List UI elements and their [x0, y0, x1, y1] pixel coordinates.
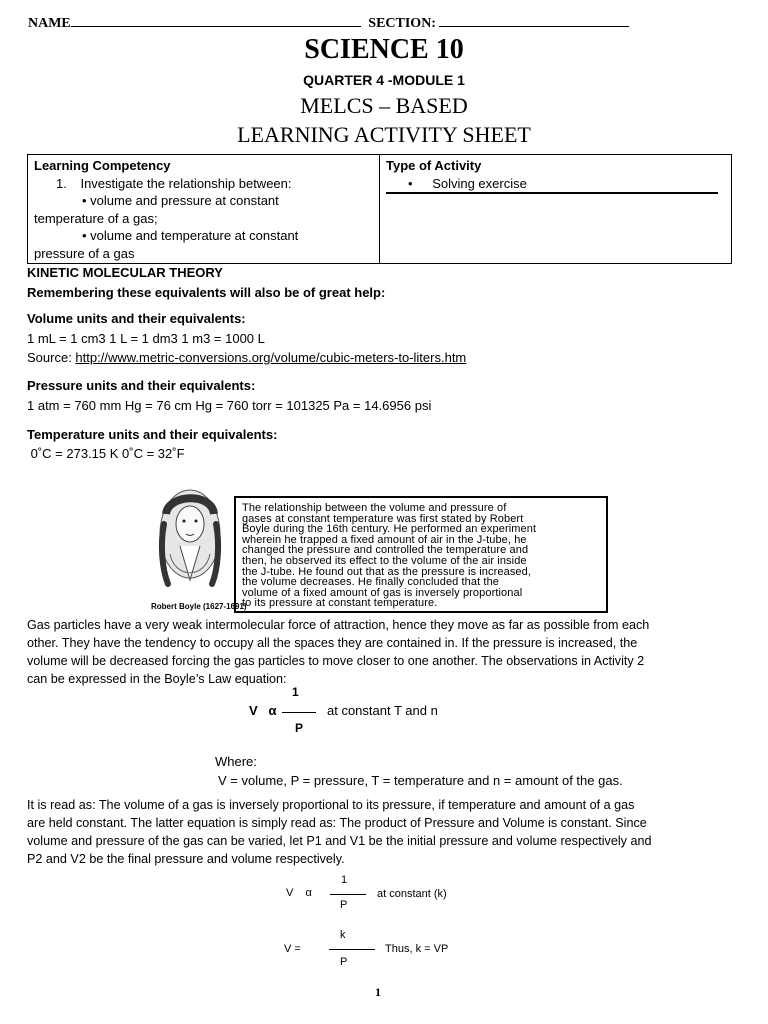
equation2-fraction-bar [330, 894, 366, 895]
paragraph-gas-particles [27, 616, 649, 688]
boyle-text-box [234, 496, 608, 613]
equation2-lhs: V α [286, 887, 312, 899]
activity-item [386, 175, 718, 195]
equation1-numerator: 1 [292, 685, 299, 699]
competency-item [34, 175, 373, 193]
competency-bullet: • volume and pressure at constant [82, 193, 279, 208]
where-label: Where: [215, 754, 257, 769]
boyle-line: changed the pressure and controlled the temperature and [242, 544, 529, 557]
volume-heading: Volume units and their equivalents: [27, 311, 246, 326]
activity-bullet: • [408, 175, 413, 191]
paragraph-line: Gas particles have a very weak intermolecular force of attraction, hence they move as far as possible from each [27, 618, 650, 632]
equation1-fraction-bar [282, 712, 316, 713]
paragraph-line: It is read as: The volume of a gas is inversely proportional to its pressure, if temperature and amount of a gas [27, 798, 635, 812]
boyle-line: the volume decreases. He finally concluded that the [242, 576, 500, 589]
equation1-condition: at constant T and n [327, 703, 438, 718]
equation2-condition: at constant (k) [377, 888, 447, 900]
source-label: Source: [27, 350, 76, 365]
sheet-heading: LEARNING ACTIVITY SHEET [237, 122, 531, 147]
where-definition: V = volume, P = pressure, T = temperature and n = amount of the gas. [218, 773, 623, 788]
equation2-denominator: P [340, 899, 348, 911]
competency-bullet: temperature of a gas; [34, 210, 158, 226]
source-link[interactable]: http://www.metric-conversions.org/volume/cubic-meters-to-liters.htm [75, 350, 467, 365]
competency-bullet: pressure of a gas [34, 245, 135, 261]
header-line [28, 14, 629, 32]
equation3-numerator: k [340, 929, 346, 941]
equation1-denominator: P [295, 721, 304, 735]
activity-text: Solving exercise [432, 175, 527, 191]
competency-bullet: • volume and temperature at constant [82, 228, 299, 243]
equation3-denominator: P [340, 956, 348, 968]
equation3-lhs: V = [284, 943, 301, 955]
boyle-caption: Robert Boyle (1627-1691) [151, 602, 247, 611]
temperature-line: 0˚C = 273.15 K 0˚C = 32˚F [27, 446, 185, 461]
kmt-heading: KINETIC MOLECULAR THEORY [27, 265, 223, 280]
volume-line: 1 mL = 1 cm3 1 L = 1 dm3 1 m3 = 1000 L [27, 331, 265, 346]
page-number: 1 [375, 985, 381, 999]
boyle-line: The relationship between the volume and pressure of [242, 502, 507, 514]
paragraph-read-as [27, 796, 651, 868]
page-title: SCIENCE 10 [304, 34, 464, 65]
competency-table [27, 154, 732, 264]
boyle-line: then, he observed its effect to the volume of the air inside [242, 554, 527, 567]
boyle-line: gases at constant temperature was first stated by Robert [242, 512, 524, 525]
competency-heading: Learning Competency [34, 158, 171, 173]
boyle-line: the J-tube. He found out that as the pressure is increased, [242, 565, 532, 578]
name-label: NAME [28, 16, 71, 31]
equation3-fraction-bar [329, 949, 375, 950]
competency-number: 1. [56, 175, 67, 191]
paragraph-line: volume and pressure of the gas can be varied, let P1 and V1 be the initial pressure and volume respectively and [27, 834, 652, 848]
name-field[interactable] [71, 14, 361, 27]
remember-text: Remembering these equivalents will also be of great help: [27, 285, 386, 300]
section-label: SECTION: [368, 16, 436, 31]
volume-source [27, 349, 466, 367]
boyle-line: Boyle during the 16th century. He performed an experiment [242, 523, 537, 536]
paragraph-line: volume will be decreased forcing the gas particles to move closer to one another. The observations in Activity 2 [27, 654, 645, 668]
equation3-condition: Thus, k = VP [385, 943, 449, 955]
activity-heading: Type of Activity [386, 158, 482, 173]
boyle-line: volume of a fixed amount of gas is inversely proportional [242, 586, 523, 599]
competency-cell [28, 155, 380, 264]
activity-cell [380, 155, 732, 264]
paragraph-line: are held constant. The latter equation is simply read as: The product of Pressure and Volume is constant. Since [27, 816, 647, 830]
equation2-numerator: 1 [341, 874, 348, 886]
paragraph-line: P2 and V2 be the final pressure and volume respectively. [27, 852, 345, 866]
melcs-heading: MELCS – BASED [300, 93, 468, 118]
pressure-heading: Pressure units and their equivalents: [27, 378, 256, 393]
paragraph-line: other. They have the tendency to occupy all the spaces they are contained in. If the pressure is increased, the [27, 636, 638, 650]
section-field[interactable] [439, 14, 629, 27]
robert-boyle-portrait [150, 484, 234, 602]
boyle-line: wherein he trapped a fixed amount of air in the J-tube, he [242, 533, 527, 546]
competency-text: Investigate the relationship between: [80, 175, 292, 191]
temperature-heading: Temperature units and their equivalents: [27, 427, 278, 442]
pressure-line: 1 atm = 760 mm Hg = 76 cm Hg = 760 torr = 101325 Pa = 14.6956 psi [27, 398, 432, 413]
boyle-line: to its pressure at constant temperature. [242, 597, 438, 610]
equation1-lhs: V α [249, 703, 277, 718]
paragraph-line: can be expressed in the Boyle’s Law equation: [27, 672, 287, 686]
quarter-module: QUARTER 4 -MODULE 1 [303, 72, 465, 88]
